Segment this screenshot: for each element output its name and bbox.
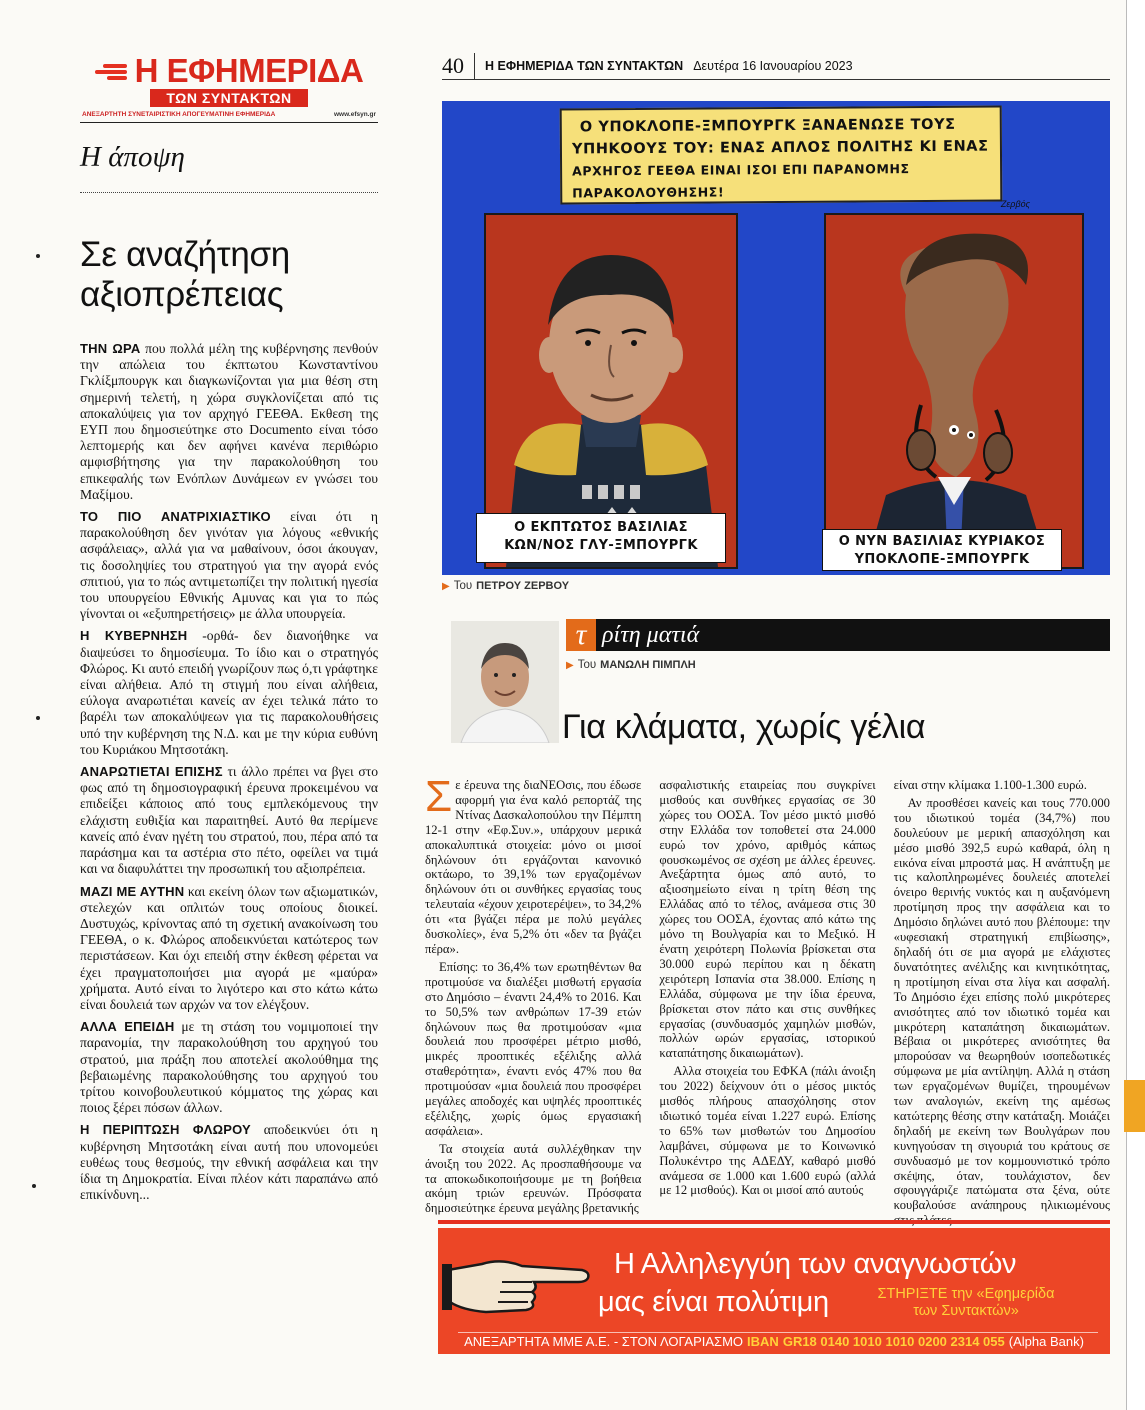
- margin-mark: [36, 716, 40, 720]
- header-date: Δευτέρα 16 Ιανουαρίου 2023: [693, 58, 853, 73]
- opinion-headline: [80, 235, 378, 315]
- pointing-hand-icon: [442, 1240, 592, 1320]
- paragraph: [425, 772, 642, 957]
- paragraph: Αλλα στοιχεία του ΕΦΚΑ (πάλι άνοιξη του 2022) δείχνουν ότι ο μέσος μικτός μισθός πλήρους απασχόλησης στον ιδιωτικό τομέα είναι 1.227 ευρώ. Επίσης το 65% των μισθωτών του Δημοσίου λαμβάνει, σύμφωνα με το Κοινωνικό Πολυκέντρο της ΑΔΕΔΥ, καθαρό μισθό ανάμεσα σε 1.000 και 1.600 ευρώ (αλλά με 12 μισθούς). Και οι μισοί από αυτούς: [659, 1064, 876, 1198]
- cartoon: [442, 101, 1110, 575]
- column-byline: [566, 659, 696, 671]
- support-line: των Συντακτών»: [913, 1303, 1019, 1319]
- promo-support: [846, 1286, 1086, 1320]
- paragraph-text: ε έρευνα της διαΝΕΟσις, που έδωσε αφορμή για ένα καλό ρεπορτάζ της Ντίνας Δασκαλοπούλου την Πέμπτη 12-1 στην «Εφ.Συν.», υπάρχουν μερικά αποκαλυπτικά στοιχεία: μόνο οι μισοί δηλώνουν ότι εργάζονται κανονικό οκτάωρο, το 39,1% των εργαζομένων δηλώνουν ότι οι συνθήκες εργασίας τους τελευταία «έχουν χειροτερέψει», το 34,2% ότι «τα βγάζει πέρα με πολύ μεγάλες δυσκολίες», ένα 5,2% ότι «δεν τα βγάζει πέρα».: [425, 778, 642, 956]
- caption-line: ΥΠΟΚΛΟΠΕ-ΞΜΠΟΥΡΓΚ: [854, 552, 1030, 567]
- divider: [458, 1332, 1098, 1333]
- promo-headline: Η Αλληλεγγύη των αναγνωστών: [614, 1248, 1017, 1280]
- promo-headline: μας είναι πολύτιμη: [598, 1286, 829, 1318]
- speech-line: Ο ΥΠΟΚΛΟΠΕ-ΞΜΠΟΥΡΓΚ ΞΑΝΑΕΝΩΣΕ ΤΟΥΣ: [579, 116, 956, 136]
- cartoon-speech-box: [560, 105, 1003, 204]
- speech-line: ΥΠΗΚΟΟΥΣ ΤΟΥ: ΕΝΑΣ ΑΠΛΟΣ ΠΟΛΙΤΗΣ ΚΙ ΕΝΑΣ: [571, 138, 989, 158]
- section-title: Η άποψη: [80, 141, 185, 173]
- lead-in: ΑΛΛΑ ΕΠΕΙΔΗ: [80, 1019, 175, 1035]
- paragraph-text: είναι ότι η παρακολούθηση δεν γινόταν για λόγους «εθνικής ασφάλειας», αλλά για να μαθαίνουν, όσοι άκουγαν, τις δοσοληψίες του στρατηγού για την αγορά ενός σπιτιού, για το πώς αντιμετωπίζει την πολιτική ηγεσία του υπουργείου Εθνικής Αμυνας και για το πώς γίνονται οι «εξυπηρετήσεις» με άλλα υπουργεία.: [80, 509, 378, 622]
- byline-prefix: Του: [577, 659, 597, 671]
- lead-in: Η ΠΕΡΙΠΤΩΣΗ ΦΛΩΡΟΥ: [80, 1122, 251, 1138]
- paragraph-text: και εκείνη όλων των αξιωματικών, στελεχών και οπλιτών τους οποίους διοικεί. Δυστυχώς, κρίνοντας από τη σχετική ανακοίνωση του ΓΕΕΘΑ, ο κ. Φλώρος αποδεικνύεται κατώτερος των περιστάσεων. Και όχι επειδή στην έκθεση φέρεται να έχει πραγματοποιήσει μια αγορά με «μαύρα» χρήματα. Αυτό είναι το λιγότερο και στο κάτω κάτω είναι δουλειά των αρχών να τον ελέγξουν.: [80, 883, 378, 1012]
- headline-line: αξιοπρέπειας: [80, 275, 284, 314]
- paragraph: Τα στοιχεία αυτά συλλέχθηκαν την άνοιξη του 2022. Ας προσπαθήσουμε να τα αποκωδικοποιήσουμε με τη βοήθεια ακόμη τριών ερευνών. Πρόσφατα δημοσιεύτηκε έρευνα μεγάλης βρετανικής: [425, 1141, 642, 1216]
- cartoon-caption-left: [476, 513, 726, 563]
- divider: [80, 192, 378, 193]
- article-column-2: [659, 778, 875, 1202]
- paragraph: [80, 764, 378, 877]
- dropcap: Σ: [425, 772, 453, 821]
- page-edge: [1126, 0, 1145, 1410]
- byline-author: ΜΑΝΩΛΗ ΠΙΜΠΛΗ: [600, 659, 696, 671]
- cartoon-byline: [442, 580, 569, 592]
- caption-line: Ο ΝΥΝ ΒΑΣΙΛΙΑΣ ΚΥΡΙΑΚΟΣ: [838, 534, 1046, 549]
- lead-in: ΑΝΑΡΩΤΙΕΤΑΙ ΕΠΙΣΗΣ: [80, 764, 223, 780]
- paragraph: [80, 509, 378, 622]
- masthead-tagline: [80, 111, 378, 118]
- speech-line: ΑΡΧΗΓΟΣ ΓΕΕΘΑ ΕΙΝΑΙ ΙΣΟΙ ΕΠΙ ΠΑΡΑΝΟΜΗΣ ΠΑΡΑΚΟΛΟΥΘΗΣΗΣ!: [572, 161, 910, 201]
- header-paper-name: Η ΕΦΗΜΕΡΙΔΑ ΤΩΝ ΣΥΝΤΑΚΤΩΝ: [485, 58, 684, 73]
- page-header: [442, 52, 1110, 80]
- bank-name: (Alpha Bank): [1008, 1334, 1084, 1349]
- byline-prefix: Του: [453, 580, 473, 592]
- page-edge-tab: [1124, 1080, 1145, 1132]
- column-banner: [566, 619, 1110, 651]
- paragraph: Επίσης: το 36,4% των ερωτηθέντων θα προτιμούσε να διαλέξει μισθωτή εργασία στο Δημόσιο – έναντι 24,4% το 2016. Και το 50,5% των ανθρώπων 17-39 ετών δηλώνουν πως θα προτιμούσαν «μια δουλειά που προσφέρει μέτριο μισθό, μικρές προοπτικές εξέλιξης αλλά σταθερότητα», έναντι ενός 47% που θα προτιμούσαν «μια δουλειά που προσφέρει μεγάλες αποδοχές και υψηλές προοπτικές εξέλιξης, χωρίς όμως εργασιακή ασφάλεια».: [425, 959, 642, 1138]
- paragraph: [80, 628, 378, 758]
- lead-in: ΤΟ ΠΙΟ ΑΝΑΤΡΙΧΙΑΣΤΙΚΟ: [80, 509, 271, 525]
- paragraph: [80, 1122, 378, 1203]
- banner-title: ρίτη ματιά: [602, 622, 700, 648]
- author-photo: [451, 621, 559, 743]
- paragraph-text: τι άλλο πρέπει να βγει στο φως από τη δημοσιογραφική έρευνα προκειμένου να επιδείξει κάποιος από τους εμπλεκόμενους την ελάχιστη ευθιξία και παραιτηθεί. Αυτό θα περίμενε κανείς από έναν ηγέτη του στρατού, που, πέρα από τα παράσημα και τα αστέρια στο πέτο, οφείλει να τιμά και να διαφυλάττει την προσωπική του αξιοπρέπεια.: [80, 764, 378, 877]
- paragraph: είναι στην κλίμακα 1.100-1.300 ευρώ.: [893, 778, 1087, 792]
- cartoon-caption-right: [822, 529, 1062, 571]
- masthead-title: Η ΕΦΗΜΕΡΙΔΑ: [134, 52, 364, 89]
- support-line: ΣΤΗΡΙΞΤΕ την «Εφημερίδα: [877, 1286, 1055, 1302]
- author-portrait: [451, 621, 559, 743]
- paragraph-text: -ορθά- δεν διανοήθηκε να διαψεύσει το δημοσίευμα. Το ίδιο και ο στρατηγός Φλώρος. Κι αυτό επειδή γνωρίζουν πως ό,τι γράφτηκε είναι αλήθεια. Από τη στιγμή που είναι αλήθεια, εύλογα αναρωτιέται κανείς αν έχει τελικά πάτο το βαρέλι των αποκαλύψεων για τις παρακολουθήσεις υπό την κυβέρνηση της Ν.Δ. και με την κύρια ευθύνη του Κυριάκου Μητσοτάκη.: [80, 628, 378, 757]
- paragraph: [80, 1019, 378, 1116]
- masthead-subtitle: ΤΩΝ ΣΥΝΤΑΚΤΩΝ: [150, 89, 307, 107]
- masthead: [80, 52, 378, 118]
- banner-initial: τ: [566, 619, 596, 651]
- divider: [438, 1220, 1110, 1224]
- margin-mark: [32, 1184, 36, 1188]
- divider: [80, 122, 378, 123]
- iban-label: IBAN: [747, 1334, 779, 1349]
- pm-illustration: [826, 215, 1082, 567]
- caption-line: ΚΩΝ/ΝΟΣ ΓΛΥ-ΞΜΠΟΥΡΓΚ: [504, 538, 698, 553]
- tagline-text: ΑΝΕΞΑΡΤΗΤΗ ΣΥΝΕΤΑΙΡΙΣΤΙΚΗ ΑΠΟΓΕΥΜΑΤΙΝΗ ΕΦΗΜΕΡΙΔΑ: [82, 111, 276, 118]
- lead-in: ΤΗΝ ΩΡΑ: [80, 341, 141, 356]
- speed-lines-icon: [95, 60, 129, 82]
- article-column-3: [893, 778, 1110, 1228]
- article-column-1: [425, 772, 642, 1216]
- paragraph-text: που πολλά μέλη της κυβέρνησης πενθούν την απώλεια του έκπτωτου Κωνσταντίνου Γκλίξμπουργκ και διαγκωνίζονται για μια θέση στη σημερινή τελετή, η χώρα συγκλονίζεται από τις αποκαλύψεις για τον αρχηγό ΓΕΕΘΑ. Εκθεση της ΕΥΠ που δημοσιεύτηκε στο Documento είναι τόσο λεπτομερής και δεν αφήνει κανένα περιθώριο αμφισβήτησης για την παρακολούθηση του επικεφαλής των Ενόπλων Δυνάμεων εν γνώσει του Μαξίμου.: [80, 341, 378, 502]
- paragraph-text: αποδεικνύει ότι η κυβέρνηση Μητσοτάκη είναι αυτή που υπονομεύει ευθέως τους θεσμούς, την εθνική ασφάλεια και την ίδια τη Δημοκρατία. Είναι πλέον κάτι παραπάνω από επικίνδυνη...: [80, 1122, 378, 1203]
- headline-line: Σε αναζήτηση: [80, 235, 290, 274]
- margin-mark: [36, 254, 40, 258]
- cartoon-panel-right: [824, 213, 1084, 569]
- column-article: [425, 772, 1110, 1228]
- bank-details: [450, 1334, 1098, 1349]
- lead-in: Η ΚΥΒΕΡΝΗΣΗ: [80, 628, 188, 644]
- triangle-icon: ▶: [566, 659, 574, 671]
- website-link[interactable]: www.efsyn.gr: [333, 111, 376, 118]
- caption-line: Ο ΕΚΠΤΩΤΟΣ ΒΑΣΙΛΙΑΣ: [514, 520, 688, 535]
- lead-in: ΜΑΖΙ ΜΕ ΑΥΤΗΝ: [80, 883, 185, 899]
- column-headline: Για κλάματα, χωρίς γέλια: [562, 708, 926, 746]
- paragraph: ασφαλιστικής εταιρείας που συγκρίνει μισθούς και συνθήκες εργασίας σε 30 χώρες του ΟΟΣΑ. Τον μέσο μικτό μισθό στην Ελλάδα τον τοποθετεί στα 24.000 ευρώ τον χρόνο, αριθμός κάπως φουσκωμένος σε σχέση με άλλες έρευνες. Ανεξάρτητα όμως από αυτό, το αξιοσημείωτο είναι η τρίτη θέση της Ελλάδας από το τέλος, ανάμεσα στις 30 χώρες του ΟΟΣΑ, έχοντας από κάτω της μόνο τη Βουλγαρία και το Μεξικό. Η ένατη χειρότερη Πολωνία βρίσκεται στα 30.000 ευρώ περίπου και η δέκατη χειρότερη Ισπανία στα 38.000. Επίσης η Ελλάδα, σύμφωνα με την ίδια έρευνα, βρίσκεται στον πάτο και στις συνθήκες εργασίας (συνδυασμός χαμηλών μισθών, πολλών ωρών εργασίας, ιστορικού καταπάτησης δικαιωμάτων).: [659, 778, 876, 1061]
- iban-number: GR18 0140 1010 1010 0200 2314 055: [782, 1334, 1005, 1349]
- masthead-logo: [80, 52, 378, 90]
- bank-prefix: ΑΝΕΞΑΡΤΗΤΑ ΜΜΕ Α.Ε. - ΣΤΟΝ ΛΟΓΑΡΙΑΣΜΟ: [464, 1334, 744, 1349]
- paragraph-text: με τη στάση του νομιμοποιεί την παρανομία, την παρακολούθηση του αρχηγού του στρατού, μια πράξη που αποτελεί ακολούθημα της βεβαιωμένης παρακολούθησης του αρχηγού του τρίτου κοινοβουλευτικού κόμματος της χώρας και ποιος ξέρει πόσων άλλων.: [80, 1019, 378, 1116]
- cartoonist-signature: Ζερβός: [1000, 199, 1030, 209]
- paragraph: Αν προσθέσει κανείς και τους 770.000 του ιδιωτικού τομέα (34,7%) που δουλεύουν με μερική απασχόληση και μέσο μισθό 392,5 ευρώ καθαρά, όλη η εικόνα είναι μπροστά μας. Η ανάπτυξη με τις καλοπληρωμένες δουλειές αποτελεί όνειρο θερινής νυκτός και η αυξανόμενη προτίμηση προς την ασφάλεια και το Δημόσιο δηλώνει αυτό που βλέπουμε: την «υφεσιακή στρατηγική επιβίωσης», δηλαδή ότι σε μια αγορά με ελάχιστες δυνατότητες ανέλιξης και κινητικότητας, η προτίμηση είναι στα λίγα και ασφαλή. Το Δημόσιο έχει επίσης πολύ μικρότερες ανισότητες από τον ιδιωτικό τομέα και μικρότερη καταπάτηση δικαιωμάτων. Βέβαια οι μικρότερες ανισότητες θα μπορούσαν να θεωρηθούν ισοπεδωτικές σύμφωνα με μία αντίληψη. Αλλά η στάση των εργαζομένων θυμίζει, τηρουμένων των αναλογιών, εκείνη της αμέσως κατώτερης θέσης στην κατάταξη. Μοιάζει δηλαδή με εκείνη των Βουλγάρων που κυνηγούσαν τη σιγουριά του κράτους σε συνδυασμό με τον κομμουνιστικό τρόπο σκέψης, όταν, τουλάχιστον, δεν σφουγγάριζε πατώματα στα ξένα, ούτε κουβαλούσε ανάπηρους ηλικιωμένους στις πλάτες.: [893, 795, 1110, 1228]
- opinion-body: [80, 341, 378, 1203]
- paragraph: [80, 341, 378, 503]
- left-column: [80, 52, 378, 1209]
- solidarity-ad[interactable]: [438, 1228, 1110, 1354]
- byline-author: ΠΕΤΡΟΥ ΖΕΡΒΟΥ: [476, 580, 570, 592]
- paragraph: [80, 884, 378, 1014]
- triangle-icon: ▶: [442, 580, 450, 592]
- page-number: 40: [442, 53, 475, 79]
